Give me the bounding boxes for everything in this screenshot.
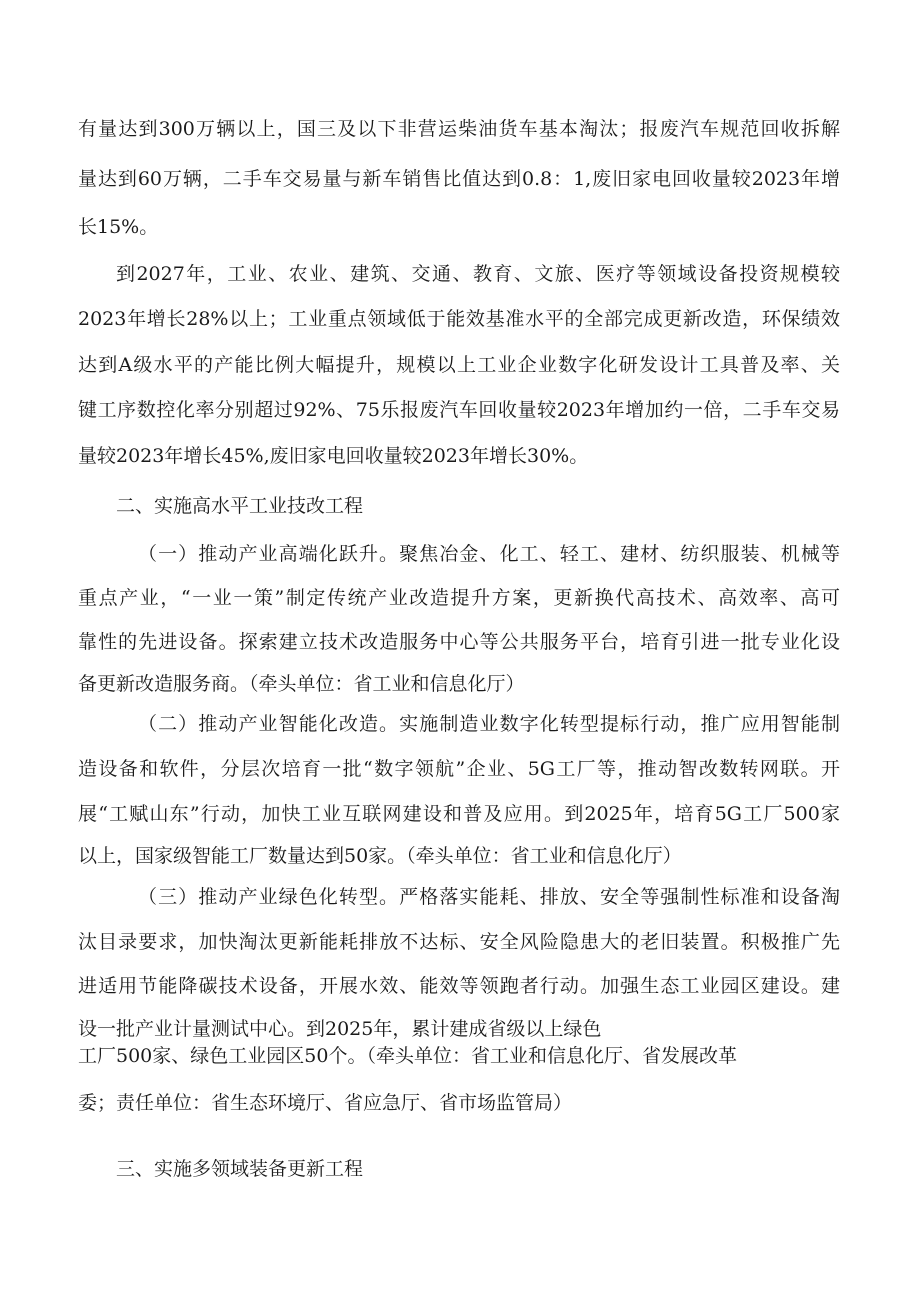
section-heading-3: 三、实施多领域装备更新工程: [116, 1158, 364, 1180]
sub2-line-1: （二）推动产业智能化改造。实施制造业数字化转型提标行动，推广应用智能制: [138, 713, 840, 735]
sub1-line-3: 靠性的先进设备。探索建立技术改造服务中心等公共服务平台，培育引进一批专业化设: [78, 631, 840, 653]
para1-line-1: 有量达到300万辆以上，国三及以下非营运柴油货车基本淘汰；报废汽车规范回收拆解: [78, 118, 840, 140]
sub3-line-2: 汰目录要求，加快淘汰更新能耗排放不达标、安全风险隐患大的老旧装置。积极推广先: [78, 931, 840, 953]
para2-line-1: 到2027年，工业、农业、建筑、交通、教育、文旅、医疗等领域设备投资规模较: [116, 263, 840, 285]
sub2-line-2: 造设备和软件，分层次培育一批“数字领航”企业、5G工厂等，推动智改数转网联。开: [78, 758, 840, 780]
para1-line-2: 量达到60万辆，二手车交易量与新车销售比值达到0.8：1,废旧家电回收量较2023年增: [78, 168, 840, 190]
sub2-line-3: 展“工赋山东”行动，加快工业互联网建设和普及应用。到2025年，培育5G工厂500家: [78, 803, 840, 825]
sub2-line-4: 以上，国家级智能工厂数量达到50家。（牵头单位：省工业和信息化厅）: [78, 845, 682, 867]
section-heading-2: 二、实施高水平工业技改工程: [116, 495, 364, 517]
para2-line-5: 量较2023年增长45%,废旧家电回收量较2023年增长30%。: [78, 445, 589, 467]
sub1-line-4: 备更新改造服务商。（牵头单位：省工业和信息化厅）: [78, 673, 525, 695]
sub3-line-6: 委；责任单位：省生态环境厅、省应急厅、省市场监管局）: [78, 1092, 573, 1114]
sub3-line-5: 工厂500家、绿色工业园区50个。（牵头单位：省工业和信息化厅、省发展改革: [78, 1045, 737, 1067]
sub1-line-2: 重点产业，“一业一策”制定传统产业改造提升方案，更新换代高技术、高效率、高可: [78, 587, 840, 609]
para2-line-3: 达到A级水平的产能比例大幅提升，规模以上工业企业数字化研发设计工具普及率、关: [78, 354, 840, 376]
para1-line-3: 长15%。: [78, 216, 159, 238]
para2-line-4: 键工序数控化率分别超过92%、75乐报废汽车回收量较2023年增加约一倍，二手车交易: [78, 399, 840, 421]
sub3-line-4: 设一批产业计量测试中心。到2025年，累计建成省级以上绿色: [78, 1018, 602, 1040]
sub3-line-1: （三）推动产业绿色化转型。严格落实能耗、排放、安全等强制性标准和设备淘: [138, 886, 840, 908]
sub1-line-1: （一）推动产业高端化跃升。聚焦冶金、化工、轻工、建材、纺织服装、机械等: [138, 543, 840, 565]
sub3-line-3: 进适用节能降碳技术设备，开展水效、能效等领跑者行动。加强生态工业园区建设。建: [78, 975, 840, 997]
para2-line-2: 2023年增长28%以上；工业重点领域低于能效基准水平的全部完成更新改造，环保绩效: [78, 308, 840, 330]
